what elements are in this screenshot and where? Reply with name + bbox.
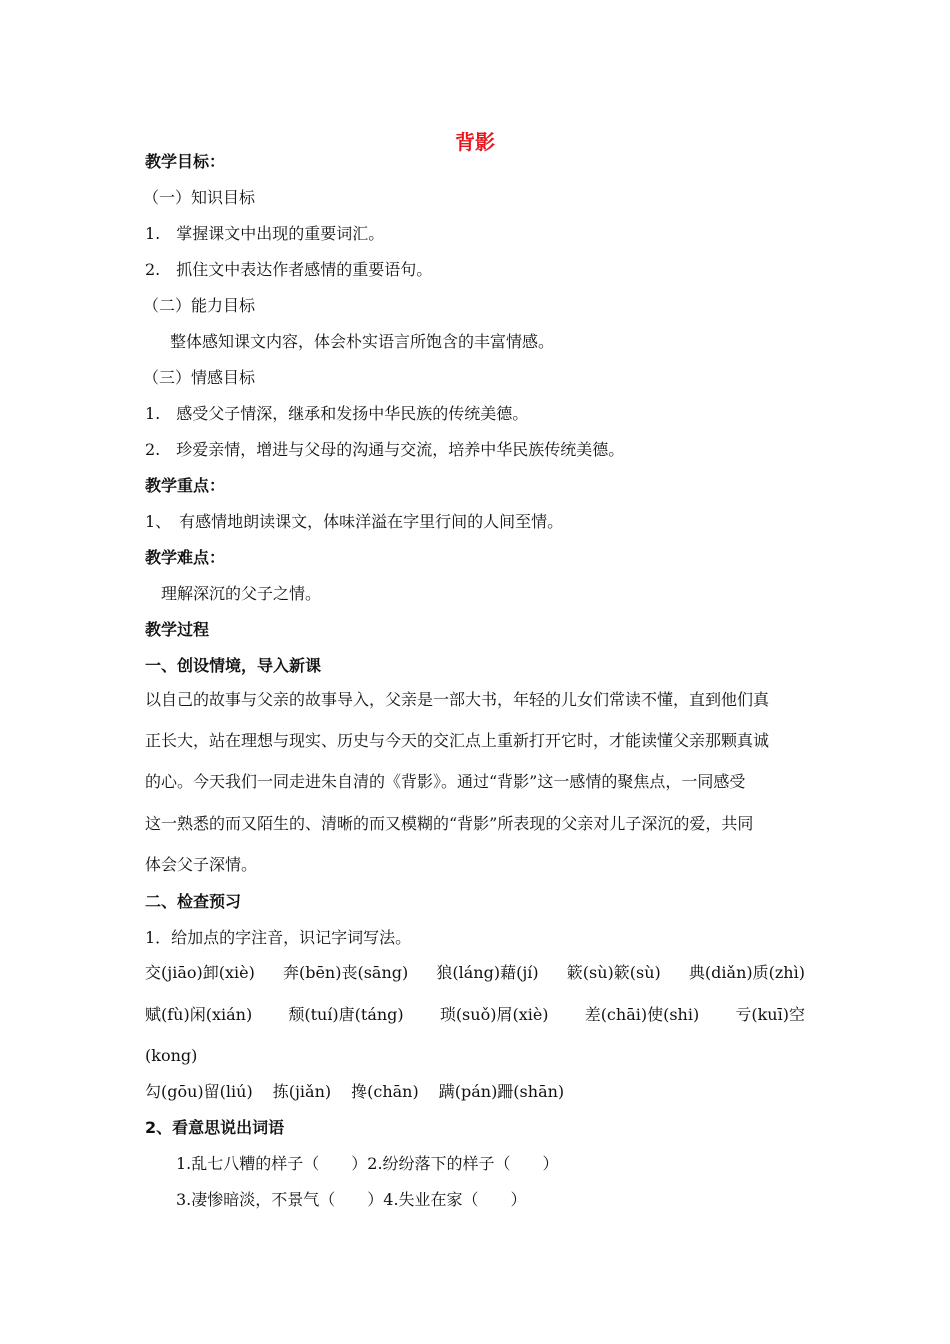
vocab-line-1: 1.乱七八糟的样子（ ）2.纷纷落下的样子（ ） (176, 1154, 559, 1173)
knowledge-item-2: 2. 抓住文中表达作者感情的重要语句。 (145, 260, 433, 279)
difficulties-text: 理解深沉的父子之情。 (161, 584, 322, 603)
pinyin-word: 簌(sù)簌(sù) (566, 963, 661, 982)
pinyin-word: 差(chāi)使(shi) (584, 1005, 700, 1024)
section2-heading: 二、检查预习 (145, 892, 242, 911)
vocab-line-2: 3.凄惨暗淡，不景气（ ）4.失业在家（ ） (176, 1190, 527, 1209)
emotion-item-1: 1. 感受父子情深，继承和发扬中华民族的传统美德。 (145, 404, 529, 423)
emotion-item-2: 2. 珍爱亲情，增进与父母的沟通与交流，培养中华民族传统美德。 (145, 440, 625, 459)
process-heading: 教学过程 (145, 620, 210, 639)
knowledge-heading: （一）知识目标 (143, 188, 256, 207)
pinyin-row-2 (145, 1005, 805, 1025)
ability-heading: （二）能力目标 (143, 296, 256, 315)
document-title: 背影 (455, 130, 495, 154)
pinyin-word: 颓(tuí)唐(táng) (288, 1005, 404, 1024)
pinyin-word: 交(jiāo)卸(xiè) (145, 963, 255, 982)
section1-line-1: 以自己的故事与父亲的故事导入，父亲是一部大书，年轻的儿女们常读不懂，直到他们真 (145, 690, 770, 709)
pinyin-word: 亏(kuī)空 (735, 1005, 805, 1024)
key-points-heading: 教学重点： (145, 476, 226, 495)
pinyin-word: 蹒(pán)跚(shān) (438, 1082, 565, 1101)
pinyin-word: 奔(bēn)丧(sāng) (282, 963, 409, 982)
section2-task1: 1．给加点的字注音，识记字词写法。 (145, 928, 412, 947)
pinyin-row-3 (145, 1082, 564, 1102)
pinyin-word: 琐(suǒ)屑(xiè) (439, 1005, 549, 1024)
ability-text: 整体感知课文内容，体会朴实语言所饱含的丰富情感。 (170, 332, 555, 351)
objectives-heading: 教学目标： (145, 152, 226, 171)
pinyin-word: 赋(fù)闲(xián) (145, 1005, 253, 1024)
section1-heading: 一、创设情境，导入新课 (145, 656, 322, 675)
pinyin-word: 勾(gōu)留(liú) (145, 1082, 253, 1101)
knowledge-item-1: 1. 掌握课文中出现的重要词汇。 (145, 224, 385, 243)
emotion-heading: （三）情感目标 (143, 368, 256, 387)
section2-task2: 2、看意思说出词语 (145, 1118, 285, 1137)
section1-line-2: 正长大，站在理想与现实、历史与今天的交汇点上重新打开它时，才能读懂父亲那颗真诚 (145, 731, 770, 750)
key-points-item: 1、 有感情地朗读课文，体味洋溢在字里行间的人间至情。 (145, 512, 564, 531)
section1-line-5: 体会父子深情。 (145, 855, 258, 874)
pinyin-word: 拣(jiǎn) (272, 1082, 332, 1101)
difficulties-heading: 教学难点： (145, 548, 226, 567)
section1-line-3: 的心。今天我们一同走进朱自清的《背影》。通过“背影”这一感情的聚焦点，一同感受 (145, 772, 746, 791)
pinyin-word: 典(diǎn)质(zhì) (688, 963, 805, 982)
section1-line-4: 这一熟悉的而又陌生的、清晰的而又模糊的“背影”所表现的父亲对儿子深沉的爱，共同 (145, 814, 754, 833)
pinyin-row-1 (145, 963, 805, 983)
pinyin-row-2-continued: (kong) (145, 1046, 198, 1065)
pinyin-word: 搀(chān) (351, 1082, 419, 1101)
pinyin-word: 狼(láng)藉(jí) (436, 963, 539, 982)
